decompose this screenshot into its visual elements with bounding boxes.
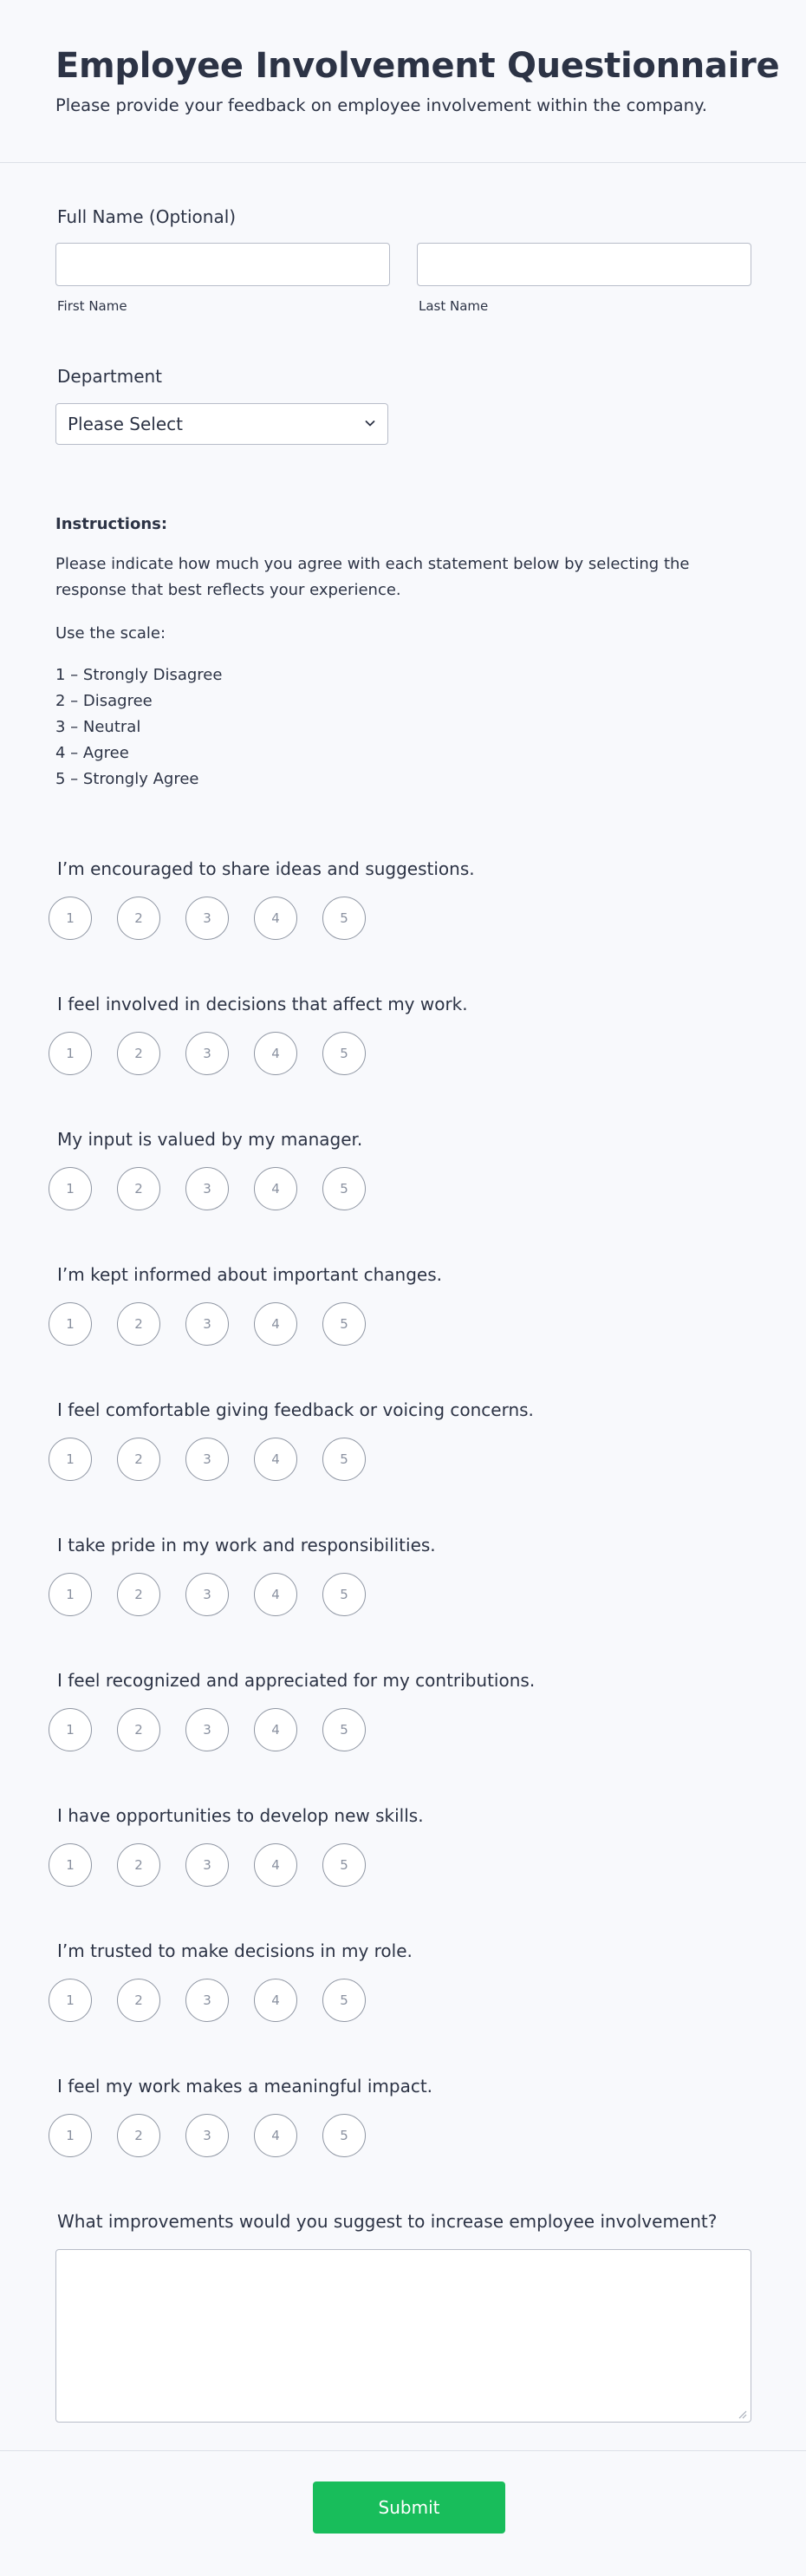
- rating-scale: [49, 1302, 378, 1346]
- resize-handle-icon[interactable]: [737, 2409, 747, 2419]
- rating-option-1[interactable]: 1: [49, 1032, 92, 1075]
- rating-option-5[interactable]: 5: [322, 1843, 366, 1887]
- rating-option-5[interactable]: 5: [322, 1573, 366, 1616]
- rating-option-2[interactable]: 2: [117, 1302, 160, 1346]
- question-label: I’m kept informed about important changes.: [57, 1264, 442, 1285]
- rating-option-4[interactable]: 4: [254, 1167, 297, 1210]
- rating-option-4[interactable]: 4: [254, 1302, 297, 1346]
- scale-item: 4 – Agree: [55, 744, 129, 762]
- rating-option-4[interactable]: 4: [254, 1708, 297, 1751]
- rating-option-3[interactable]: 3: [185, 1708, 229, 1751]
- rating-option-2[interactable]: 2: [117, 1843, 160, 1887]
- question-label: I feel involved in decisions that affect my work.: [57, 994, 468, 1014]
- rating-option-2[interactable]: 2: [117, 1573, 160, 1616]
- rating-option-5[interactable]: 5: [322, 2114, 366, 2157]
- rating-option-5[interactable]: 5: [322, 897, 366, 940]
- rating-option-1[interactable]: 1: [49, 1438, 92, 1481]
- improvements-label: What improvements would you suggest to increase employee involvement?: [57, 2211, 718, 2232]
- rating-scale: [49, 1708, 378, 1751]
- rating-option-5[interactable]: 5: [322, 1708, 366, 1751]
- question-label: I feel comfortable giving feedback or voicing concerns.: [57, 1399, 534, 1420]
- rating-option-5[interactable]: 5: [322, 1979, 366, 2022]
- scale-intro: Use the scale:: [55, 624, 166, 642]
- question-label: I have opportunities to develop new skills.: [57, 1805, 424, 1826]
- rating-option-3[interactable]: 3: [185, 1167, 229, 1210]
- instructions-heading: Instructions:: [55, 515, 168, 533]
- rating-option-3[interactable]: 3: [185, 1438, 229, 1481]
- submit-button[interactable]: Submit: [313, 2481, 505, 2534]
- rating-option-2[interactable]: 2: [117, 1032, 160, 1075]
- scale-item: 5 – Strongly Agree: [55, 770, 199, 788]
- rating-option-4[interactable]: 4: [254, 1979, 297, 2022]
- rating-scale: [49, 897, 378, 940]
- rating-option-2[interactable]: 2: [117, 1708, 160, 1751]
- form-title: Employee Involvement Questionnaire: [55, 46, 780, 86]
- rating-option-2[interactable]: 2: [117, 1979, 160, 2022]
- rating-option-1[interactable]: 1: [49, 1302, 92, 1346]
- rating-option-1[interactable]: 1: [49, 1573, 92, 1616]
- rating-option-3[interactable]: 3: [185, 1032, 229, 1075]
- rating-option-1[interactable]: 1: [49, 1167, 92, 1210]
- last-name-sublabel: Last Name: [419, 298, 489, 314]
- scale-item: 3 – Neutral: [55, 718, 141, 736]
- form-subtitle: Please provide your feedback on employee involvement within the company.: [55, 95, 707, 115]
- rating-option-5[interactable]: 5: [322, 1167, 366, 1210]
- scale-item: 2 – Disagree: [55, 692, 153, 710]
- question-label: I feel recognized and appreciated for my contributions.: [57, 1670, 536, 1691]
- rating-scale: [49, 1843, 378, 1887]
- department-label: Department: [57, 366, 163, 387]
- footer-divider: [0, 2450, 806, 2451]
- rating-option-3[interactable]: 3: [185, 2114, 229, 2157]
- rating-option-2[interactable]: 2: [117, 1167, 160, 1210]
- form-header: [0, 0, 806, 163]
- rating-scale: [49, 1167, 378, 1210]
- rating-scale: [49, 1979, 378, 2022]
- department-selected-value: Please Select: [68, 414, 183, 434]
- rating-scale: [49, 1573, 378, 1616]
- question-label: I feel my work makes a meaningful impact.: [57, 2076, 433, 2097]
- rating-scale: [49, 1438, 378, 1481]
- rating-option-1[interactable]: 1: [49, 1708, 92, 1751]
- instructions-text: Please indicate how much you agree with each statement below by selecting the response that best reflects your experience.: [55, 555, 690, 599]
- department-select[interactable]: [55, 403, 388, 445]
- rating-scale: [49, 2114, 378, 2157]
- rating-option-1[interactable]: 1: [49, 1843, 92, 1887]
- question-label: I’m trusted to make decisions in my role.: [57, 1940, 413, 1961]
- rating-option-4[interactable]: 4: [254, 1032, 297, 1075]
- rating-option-3[interactable]: 3: [185, 1979, 229, 2022]
- chevron-down-icon: [363, 416, 377, 430]
- question-label: I take pride in my work and responsibilities.: [57, 1535, 436, 1555]
- rating-option-4[interactable]: 4: [254, 897, 297, 940]
- rating-option-4[interactable]: 4: [254, 1438, 297, 1481]
- rating-option-4[interactable]: 4: [254, 2114, 297, 2157]
- first-name-input[interactable]: [55, 243, 390, 286]
- first-name-sublabel: First Name: [57, 298, 127, 314]
- rating-option-3[interactable]: 3: [185, 1573, 229, 1616]
- rating-option-2[interactable]: 2: [117, 1438, 160, 1481]
- rating-option-3[interactable]: 3: [185, 1302, 229, 1346]
- question-label: My input is valued by my manager.: [57, 1129, 363, 1150]
- rating-scale: [49, 1032, 378, 1075]
- rating-option-4[interactable]: 4: [254, 1843, 297, 1887]
- rating-option-1[interactable]: 1: [49, 897, 92, 940]
- rating-option-2[interactable]: 2: [117, 897, 160, 940]
- rating-option-4[interactable]: 4: [254, 1573, 297, 1616]
- rating-option-5[interactable]: 5: [322, 1032, 366, 1075]
- rating-option-1[interactable]: 1: [49, 1979, 92, 2022]
- rating-option-3[interactable]: 3: [185, 897, 229, 940]
- improvements-textarea[interactable]: [55, 2249, 751, 2423]
- last-name-input[interactable]: [417, 243, 751, 286]
- rating-option-3[interactable]: 3: [185, 1843, 229, 1887]
- scale-list: [55, 662, 222, 792]
- full-name-label: Full Name (Optional): [57, 206, 237, 227]
- rating-option-5[interactable]: 5: [322, 1438, 366, 1481]
- rating-option-5[interactable]: 5: [322, 1302, 366, 1346]
- question-label: I’m encouraged to share ideas and suggestions.: [57, 858, 475, 879]
- rating-option-1[interactable]: 1: [49, 2114, 92, 2157]
- rating-option-2[interactable]: 2: [117, 2114, 160, 2157]
- scale-item: 1 – Strongly Disagree: [55, 666, 223, 684]
